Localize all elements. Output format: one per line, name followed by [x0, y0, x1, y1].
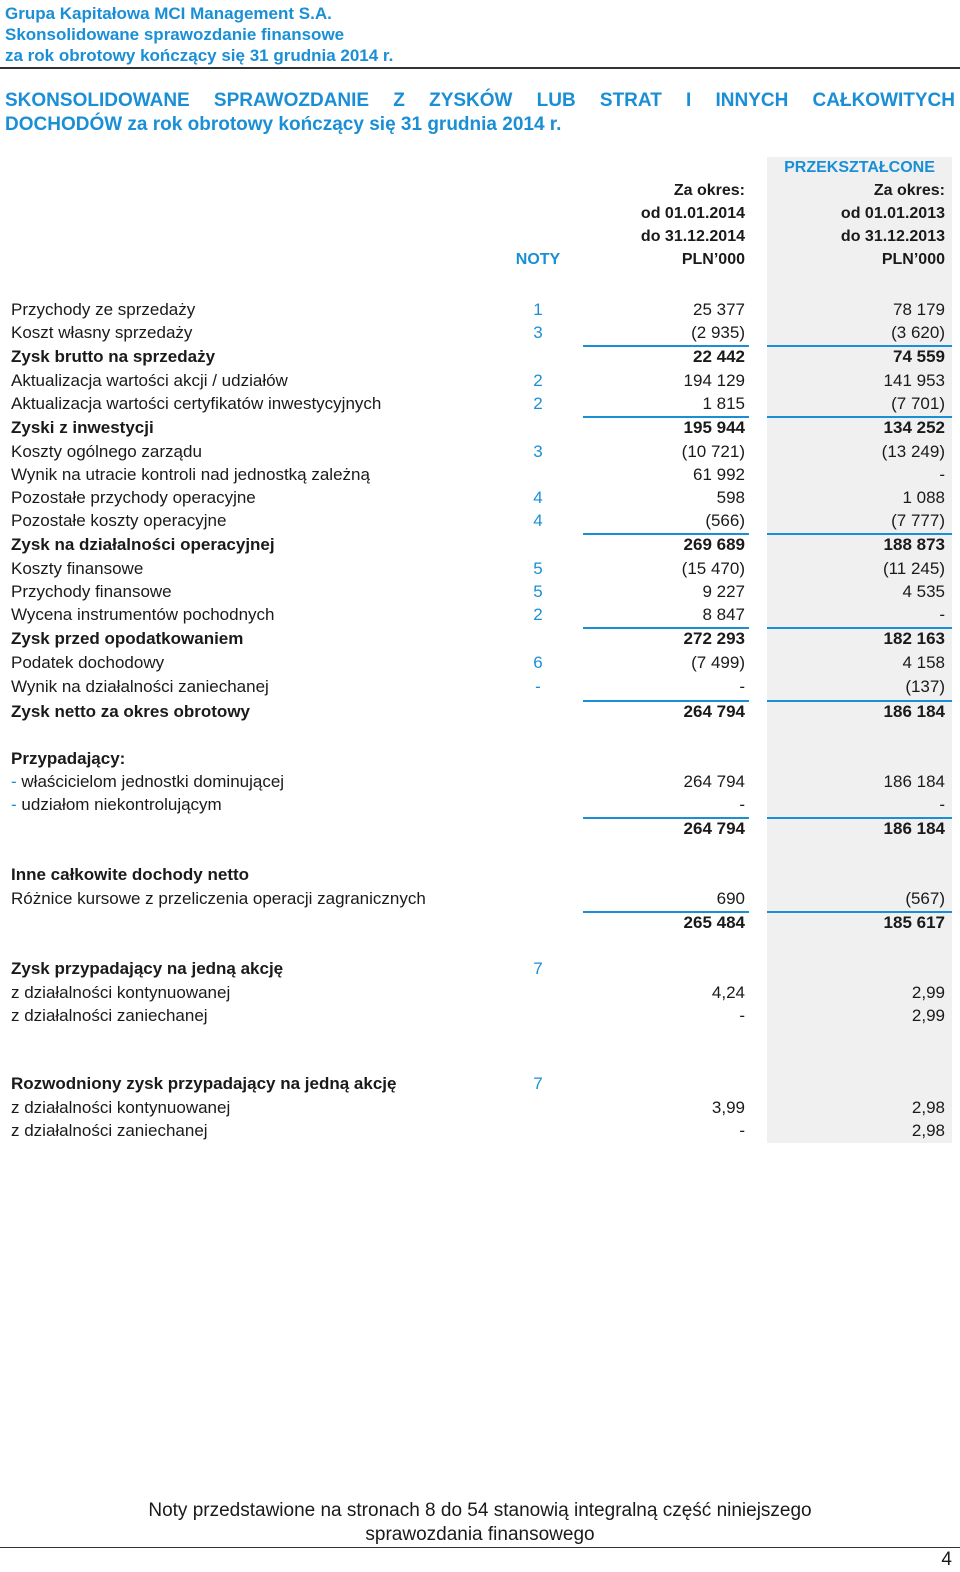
- attributable-parent: - właścicielom jednostki dominującej 264 794 186 184: [11, 772, 945, 791]
- oci-fx-row: Różnice kursowe z przeliczenia operacji zagranicznych 690 (567): [11, 889, 945, 908]
- table-row-total: Zysk netto za okres obrotowy 264 794 186 184: [11, 702, 945, 721]
- col2-to: do 31.12.2013: [840, 228, 945, 245]
- header-divider: [0, 67, 960, 69]
- page-title-line1: SKONSOLIDOWANE SPRAWOZDANIE Z ZYSKÓW LUB STRAT I INNYCH CAŁKOWITYCH: [5, 90, 955, 111]
- attributable-total: 264 794 186 184: [683, 819, 945, 838]
- col2-period: Za okres:: [873, 182, 945, 199]
- notes-header: NOTY: [515, 251, 561, 268]
- attributable-nci: - udziałom niekontrolującym - -: [11, 795, 945, 814]
- header-company: Grupa Kapitałowa MCI Management S.A.: [5, 4, 332, 23]
- table-row-subtotal: Zysk brutto na sprzedaży 22 442 74 559: [11, 347, 945, 366]
- attributable-heading: Przypadający:: [11, 749, 126, 768]
- footer-divider: [0, 1547, 960, 1548]
- restated-label: PRZEKSZTAŁCONE: [784, 159, 935, 176]
- table-row: Przychody ze sprzedaży 1 25 377 78 179: [11, 300, 945, 319]
- table-row: Podatek dochodowy 6 (7 499) 4 158: [11, 653, 945, 672]
- table-row: Koszt własny sprzedaży 3 (2 935) (3 620): [11, 323, 945, 342]
- diluted-eps-discontinued: z działalności zaniechanej - 2,98: [11, 1121, 945, 1140]
- table-row: Aktualizacja wartości akcji / udziałów 2 194 129 141 953: [11, 371, 945, 390]
- diluted-eps-heading: Rozwodniony zysk przypadający na jedną akcję 7: [11, 1074, 543, 1093]
- oci-heading: Inne całkowite dochody netto: [11, 865, 250, 884]
- footer-note-line2: sprawozdania finansowego: [365, 1524, 595, 1545]
- page-title-line2: DOCHODÓW za rok obrotowy kończący się 31 grudnia 2014 r.: [5, 114, 562, 135]
- col1-to: do 31.12.2014: [640, 228, 745, 245]
- eps-discontinued: z działalności zaniechanej - 2,99: [11, 1006, 945, 1025]
- table-row: Aktualizacja wartości certyfikatów inwestycyjnych 2 1 815 (7 701): [11, 394, 945, 413]
- header-period: za rok obrotowy kończący się 31 grudnia 2014 r.: [5, 46, 394, 65]
- table-row: Koszty finansowe 5 (15 470) (11 245): [11, 559, 945, 578]
- header-report: Skonsolidowane sprawozdanie finansowe: [5, 25, 345, 44]
- table-row: Wynik na utracie kontroli nad jednostką zależną 61 992 -: [11, 465, 945, 484]
- col1-from: od 01.01.2014: [640, 205, 745, 222]
- table-row: Koszty ogólnego zarządu 3 (10 721) (13 249): [11, 442, 945, 461]
- table-row: Wycena instrumentów pochodnych 2 8 847 -: [11, 605, 945, 624]
- table-row: Pozostałe koszty operacyjne 4 (566) (7 777): [11, 511, 945, 530]
- table-row: Przychody finansowe 5 9 227 4 535: [11, 582, 945, 601]
- table-row-subtotal: Zysk przed opodatkowaniem 272 293 182 163: [11, 629, 945, 648]
- col1-unit: PLN’000: [681, 251, 745, 268]
- eps-continued: z działalności kontynuowanej 4,24 2,99: [11, 983, 945, 1002]
- col2-unit: PLN’000: [881, 251, 945, 268]
- table-row: Pozostałe przychody operacyjne 4 598 1 088: [11, 488, 945, 507]
- page-number: 4: [941, 1549, 952, 1570]
- col2-from: od 01.01.2013: [840, 205, 945, 222]
- eps-heading: Zysk przypadający na jedną akcję 7: [11, 959, 543, 978]
- diluted-eps-continued: z działalności kontynuowanej 3,99 2,98: [11, 1098, 945, 1117]
- oci-total: 265 484 185 617: [683, 913, 945, 932]
- footer-note-line1: Noty przedstawione na stronach 8 do 54 stanowią integralną część niniejszego: [148, 1500, 812, 1521]
- table-row-subtotal: Zyski z inwestycji 195 944 134 252: [11, 418, 945, 437]
- table-row-subtotal: Zysk na działalności operacyjnej 269 689 188 873: [11, 535, 945, 554]
- col1-period: Za okres:: [673, 182, 745, 199]
- table-row: Wynik na działalności zaniechanej - - (137): [11, 677, 945, 696]
